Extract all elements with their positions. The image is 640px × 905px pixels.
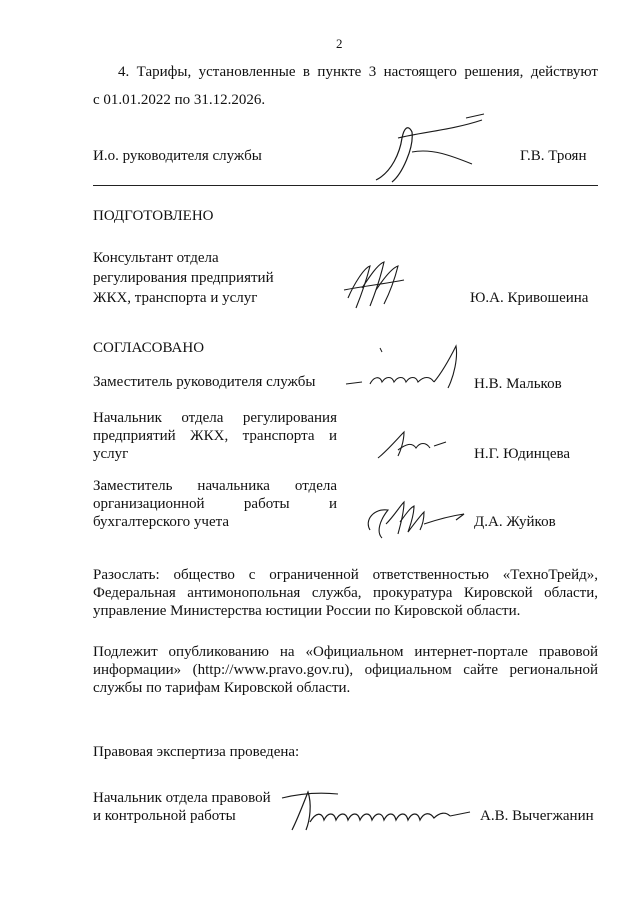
- agreed-position-2-line-2: предприятий ЖКХ, транспорта и: [93, 428, 337, 444]
- prepared-position-line-2: регулирования предприятий: [93, 270, 274, 286]
- legal-position-line-1: Начальник отдела правовой: [93, 790, 271, 806]
- page-number: 2: [336, 36, 343, 51]
- signature-agreed-3: [360, 494, 472, 544]
- clause-line-1: 4. Тарифы, установленные в пункте 3 настоящего решения, действуют: [118, 64, 598, 80]
- agreed-position-2-line-3: услуг: [93, 446, 129, 462]
- prepared-position-line-3: ЖКХ, транспорта и услуг: [93, 290, 258, 306]
- head-name: Г.В. Троян: [520, 148, 587, 164]
- signature-agreed-1: [340, 340, 470, 400]
- agreed-name-3: Д.А. Жуйков: [474, 514, 556, 530]
- distribution-line-2: Федеральная антимонопольная служба, прокуратура Кировской области,: [93, 585, 598, 601]
- signature-agreed-2: [372, 424, 462, 464]
- agreed-heading: СОГЛАСОВАНО: [93, 340, 205, 356]
- publication-line-2: информации» (http://www.pravo.gov.ru), официальном сайте региональной: [93, 662, 598, 678]
- prepared-name: Ю.А. Кривошеина: [470, 290, 589, 306]
- agreed-position-3-line-2: организационной работы и: [93, 496, 337, 512]
- agreed-name-2: Н.Г. Юдинцева: [474, 446, 571, 462]
- legal-review-statement: Правовая экспертиза проведена:: [93, 744, 300, 760]
- prepared-position-line-1: Консультант отдела: [93, 250, 219, 266]
- agreed-position-2-line-1: Начальник отдела регулирования: [93, 410, 337, 426]
- legal-position-line-2: и контрольной работы: [93, 808, 236, 824]
- publication-line-1: Подлежит опубликованию на «Официальном интернет-портале правовой: [93, 644, 598, 660]
- legal-name: А.В. Вычегжанин: [480, 808, 594, 824]
- agreed-position-1: Заместитель руководителя службы: [93, 374, 316, 390]
- signature-head: [372, 112, 492, 188]
- distribution-line-1: Разослать: общество с ограниченной ответственностью «ТехноТрейд»,: [93, 567, 598, 583]
- agreed-position-3-line-1: Заместитель начальника отдела: [93, 478, 337, 494]
- prepared-heading: ПОДГОТОВЛЕНО: [93, 208, 214, 224]
- distribution-line-3: управление Министерства юстиции России по Кировской области.: [93, 603, 521, 619]
- publication-line-3: службы по тарифам Кировской области.: [93, 680, 351, 696]
- head-title: И.о. руководителя службы: [93, 148, 262, 164]
- agreed-position-3-line-3: бухгалтерского учета: [93, 514, 230, 530]
- signature-legal: [278, 782, 474, 838]
- signature-prepared: [340, 258, 410, 314]
- separator-line: [93, 185, 598, 186]
- agreed-name-1: Н.В. Мальков: [474, 376, 562, 392]
- clause-line-2: с 01.01.2022 по 31.12.2026.: [93, 92, 266, 108]
